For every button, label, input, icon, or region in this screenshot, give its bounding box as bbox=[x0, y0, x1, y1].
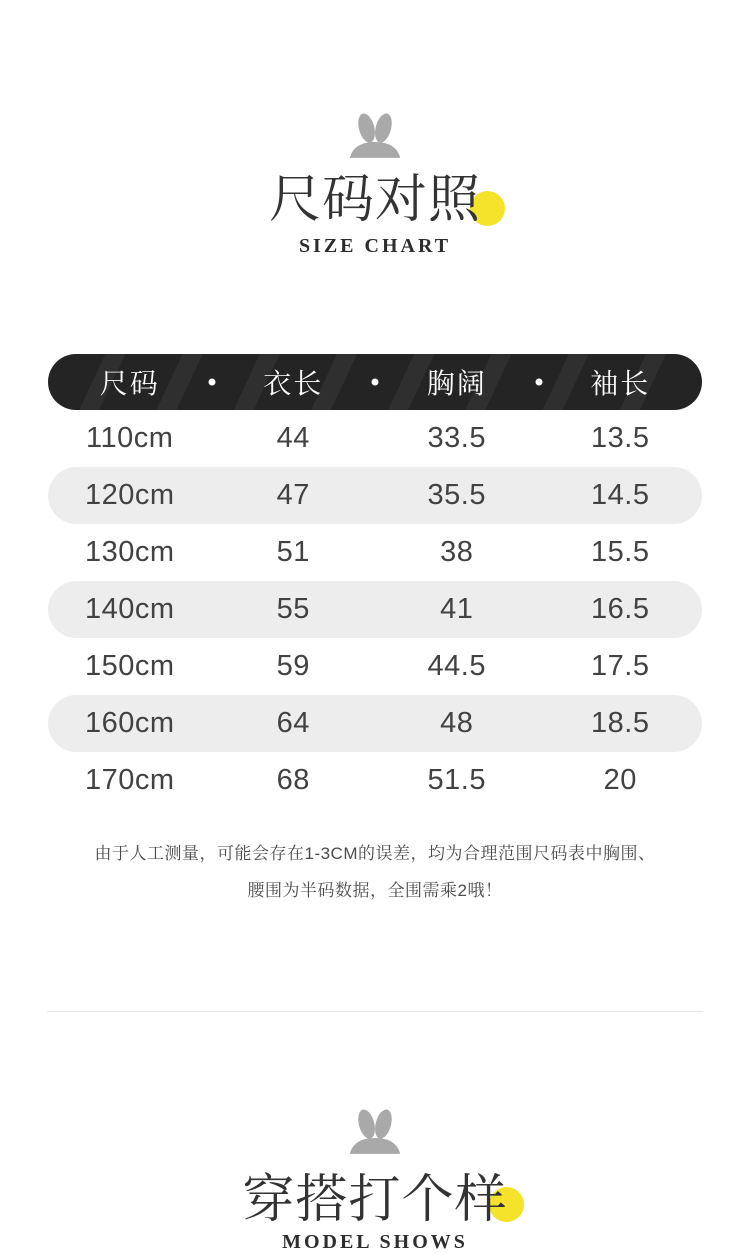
cell-sleeve: 20 bbox=[603, 764, 637, 796]
size-table bbox=[48, 354, 702, 809]
separator-dot-icon bbox=[535, 379, 542, 386]
cell-sleeve: 15.5 bbox=[591, 536, 650, 568]
header-cell-length: 衣长 bbox=[263, 368, 324, 399]
cell-length: 51 bbox=[276, 536, 310, 568]
cell-size: 140cm bbox=[84, 593, 175, 625]
cell-chest: 48 bbox=[440, 707, 474, 739]
model-shows-subtitle: MODEL SHOWS bbox=[282, 1231, 468, 1253]
cell-length: 64 bbox=[276, 707, 310, 739]
cell-sleeve: 18.5 bbox=[591, 707, 650, 739]
cell-chest: 35.5 bbox=[427, 479, 486, 511]
size-chart-title-wrap bbox=[269, 171, 481, 229]
cell-sleeve: 16.5 bbox=[591, 593, 650, 625]
cell-sleeve: 14.5 bbox=[591, 479, 650, 511]
model-shows-header bbox=[0, 1012, 750, 1254]
measurement-note-line2: 腰围为半码数据，全围需乘2哦！ bbox=[247, 881, 503, 900]
cell-size: 130cm bbox=[84, 536, 175, 568]
header-cell-size: 尺码 bbox=[99, 368, 160, 399]
bunny-ears-icon bbox=[347, 1109, 403, 1154]
cell-size: 110cm bbox=[86, 422, 174, 454]
table-row bbox=[48, 752, 702, 809]
model-shows-title-wrap bbox=[242, 1171, 507, 1229]
cell-size: 120cm bbox=[84, 479, 175, 511]
cell-sleeve: 17.5 bbox=[591, 650, 650, 682]
cell-size: 160cm bbox=[84, 707, 175, 739]
table-row bbox=[48, 524, 702, 581]
header-cell-sleeve: 袖长 bbox=[590, 368, 651, 399]
cell-chest: 44.5 bbox=[427, 650, 486, 682]
cell-chest: 51.5 bbox=[427, 764, 486, 796]
cell-length: 68 bbox=[276, 764, 310, 796]
bunny-ears-icon bbox=[347, 113, 403, 158]
model-shows-title: 穿搭打个样 bbox=[242, 1171, 508, 1229]
cell-length: 55 bbox=[276, 593, 310, 625]
cell-chest: 33.5 bbox=[427, 422, 486, 454]
header-cell-chest: 胸阔 bbox=[426, 368, 487, 399]
table-row bbox=[48, 581, 702, 638]
cell-size: 150cm bbox=[84, 650, 175, 682]
table-row bbox=[48, 638, 702, 695]
cell-length: 47 bbox=[276, 479, 310, 511]
cell-sleeve: 13.5 bbox=[591, 422, 650, 454]
size-chart-subtitle: SIZE CHART bbox=[298, 235, 452, 257]
table-row bbox=[48, 695, 702, 752]
separator-dot-icon bbox=[208, 379, 215, 386]
size-chart-title: 尺码对照 bbox=[268, 171, 481, 229]
cell-size: 170cm bbox=[84, 764, 175, 796]
table-header-row bbox=[48, 354, 702, 410]
cell-length: 59 bbox=[276, 650, 310, 682]
measurement-note-line1: 由于人工测量，可能会存在1-3CM的误差，均为合理范围尺码表中胸围、 bbox=[94, 844, 656, 863]
measurement-note bbox=[0, 835, 750, 909]
cell-length: 44 bbox=[276, 422, 310, 454]
cell-chest: 38 bbox=[440, 536, 474, 568]
cell-chest: 41 bbox=[440, 593, 474, 625]
table-row bbox=[48, 410, 702, 467]
table-row bbox=[48, 467, 702, 524]
separator-dot-icon bbox=[372, 379, 379, 386]
size-chart-header bbox=[0, 0, 750, 258]
